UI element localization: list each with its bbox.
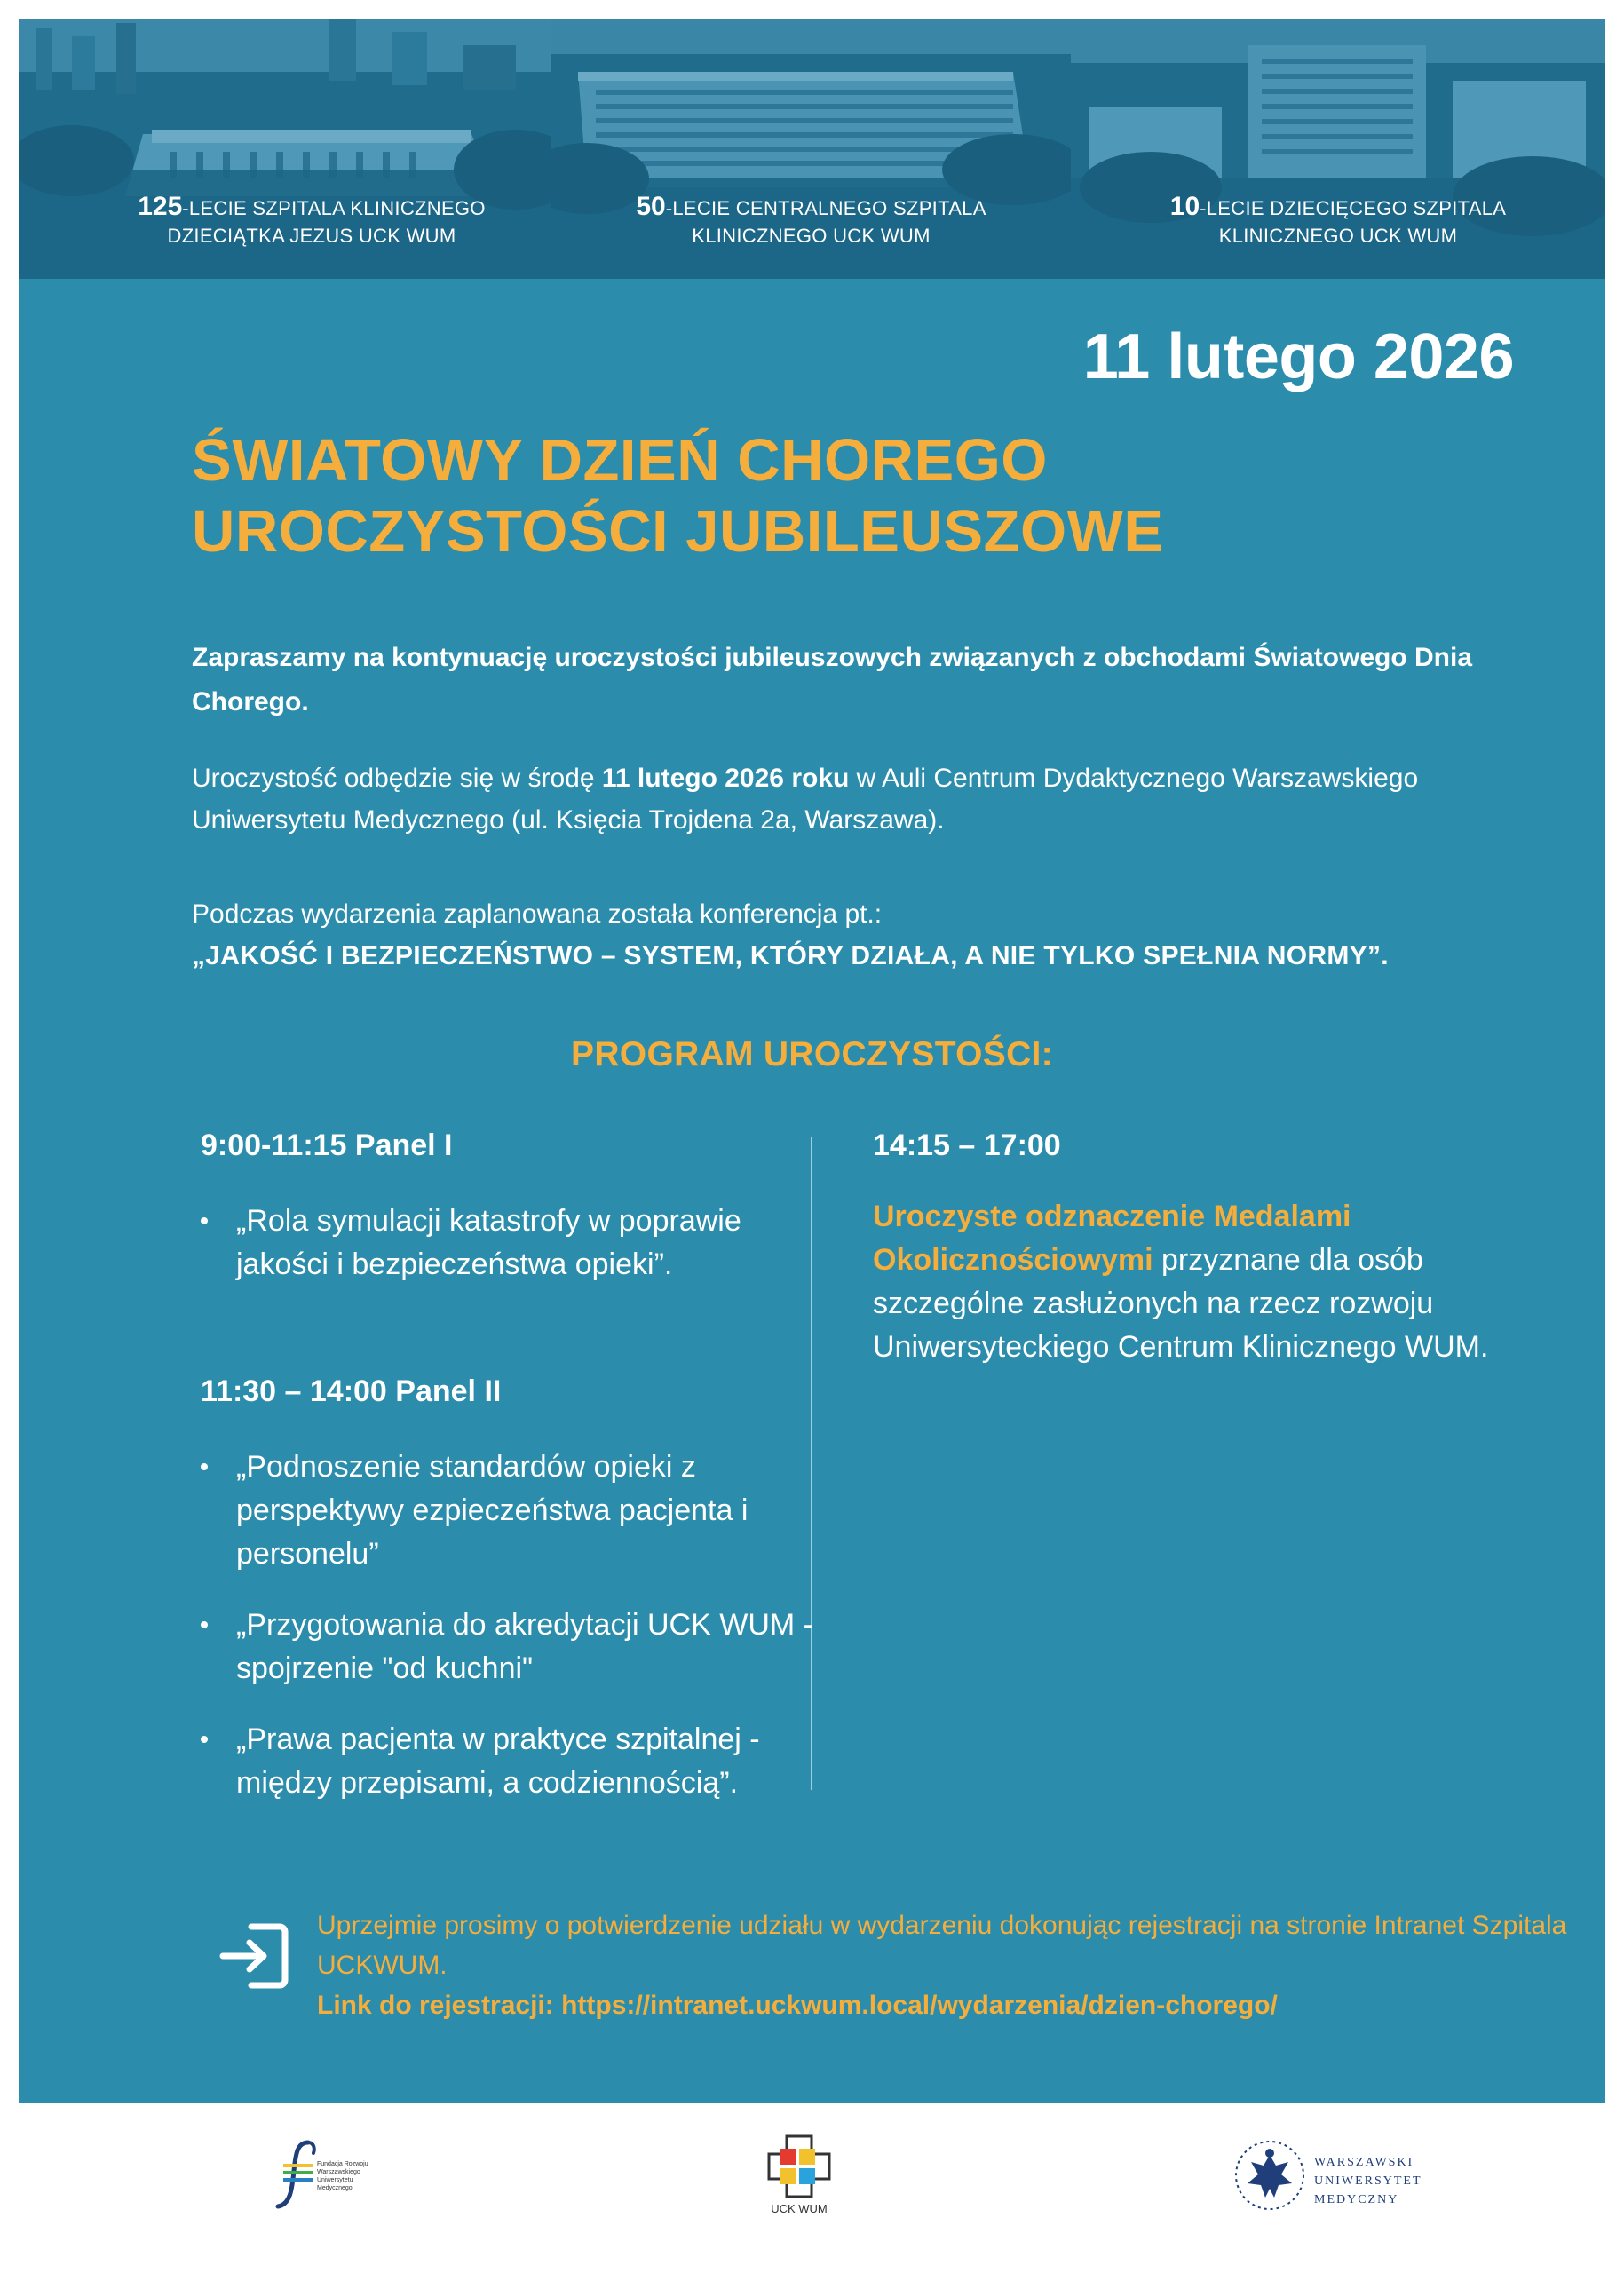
panel-1-list [201, 1200, 822, 1314]
header-photo-strip [19, 19, 1605, 279]
list-item [201, 1445, 822, 1576]
jubilee-line2: KLINICZNEGO UCK WUM [692, 225, 931, 247]
bullet-icon [201, 1736, 208, 1743]
list-item [201, 1718, 822, 1805]
ceremony-description [873, 1195, 1494, 1369]
jubilee-caption-1 [72, 193, 551, 249]
sign-in-icon [216, 1916, 296, 1996]
jubilee-line2: DZIECIĄTKA JEZUS UCK WUM [167, 225, 456, 247]
jubilee-number: 50 [636, 192, 666, 221]
details-before: Uroczystość odbędzie się w środę [192, 764, 602, 793]
list-item-text: „Przygotowania do akredytacji UCK WUM - spojrzenie "od kuchni" [236, 1608, 813, 1685]
bullet-icon [201, 1463, 208, 1470]
event-details [192, 757, 1577, 841]
ceremony-time: 14:15 – 17:00 [873, 1129, 1061, 1162]
page-title [192, 425, 1164, 567]
uck-wum-logo [764, 2133, 835, 2217]
list-item [201, 1604, 822, 1691]
title-line-2: UROCZYSTOŚCI JUBILEUSZOWE [192, 498, 1164, 565]
jubilee-caption-3 [1071, 193, 1605, 249]
bullet-icon [201, 1621, 208, 1628]
registration-info [317, 1905, 1578, 2025]
conference-intro: Podczas wydarzenia zaplanowana została konferencja pt.: [192, 899, 883, 929]
jubilee-line2: KLINICZNEGO UCK WUM [1218, 225, 1458, 247]
jubilee-number: 125 [138, 192, 183, 221]
program-heading: PROGRAM UROCZYSTOŚCI: [571, 1035, 1053, 1073]
details-after: w Auli Centrum Dydaktycznego Warszawskiego Uniwersytetu Medycznego (ul. Księcia Trojdena 2a, Warszawa). [192, 764, 1419, 835]
hospital-photo-2 [551, 19, 1071, 279]
wum-line-3: MEDYCZNY [1314, 2193, 1399, 2206]
jubilee-line1: -LECIE SZPITALA KLINICZNEGO [182, 197, 486, 219]
panel-2-time: 11:30 – 14:00 Panel II [201, 1374, 502, 1408]
intro-text: Zapraszamy na kontynuację uroczystości jubileuszowych związanych z obchodami Światowego Dnia Chorego. [192, 643, 1473, 717]
wum-name [1314, 2153, 1422, 2209]
list-item-text: „Podnoszenie standardów opieki z perspektywy ezpieczeństwa pacjenta i personelu” [236, 1450, 749, 1571]
event-date: 11 lutego 2026 [1082, 321, 1514, 392]
hospital-photo-3 [1071, 19, 1605, 279]
bullet-icon [201, 1217, 208, 1224]
ceremony-text: przyznane dla osób szczególne zasłużonych na rzecz rozwoju Uniwersyteckiego Centrum Klinicznego WUM. [873, 1243, 1489, 1364]
panel-2-list [201, 1445, 822, 1833]
title-line-1: ŚWIATOWY DZIEŃ CHOREGO [192, 427, 1048, 494]
uck-wum-label: UCK WUM [771, 2202, 828, 2215]
jubilee-line1: -LECIE CENTRALNEGO SZPITALA [665, 197, 986, 219]
wum-line-1: WARSZAWSKI [1314, 2156, 1414, 2169]
registration-link[interactable]: Link do rejestracji: https://intranet.uckwum.local/wydarzenia/dzien-chorego/ [317, 1991, 1278, 2020]
list-item-text: „Prawa pacjenta w praktyce szpitalnej - między przepisami, a codziennością”. [236, 1723, 760, 1800]
list-item [201, 1200, 822, 1287]
conference-title: „JAKOŚĆ I BEZPIECZEŃSTWO – SYSTEM, KTÓRY DZIAŁA, A NIE TYLKO SPEŁNIA NORMY”. [192, 941, 1389, 970]
hospital-photo-1 [19, 19, 551, 279]
jubilee-line1: -LECIE DZIECIĘCEGO SZPITALA [1200, 197, 1507, 219]
fundacja-logo [271, 2135, 377, 2215]
wum-line-2: UNIWERSYTET [1314, 2174, 1422, 2188]
details-date: 11 lutego 2026 roku [601, 764, 850, 793]
fundacja-text: Fundacja Rozwoju Warszawskiego Uniwersytetu Medycznego [317, 2161, 368, 2191]
poster [19, 19, 1605, 2103]
jubilee-caption-2 [551, 193, 1071, 249]
registration-text: Uprzejmie prosimy o potwierdzenie udziału w wydarzeniu dokonując rejestracji na stronie Intranet Szpitala UCKWUM. [317, 1911, 1567, 1980]
wum-logo [1230, 2135, 1443, 2215]
list-item-text: „Rola symulacji katastrofy w poprawie jakości i bezpieczeństwa opieki”. [236, 1204, 741, 1281]
jubilee-number: 10 [1169, 192, 1200, 221]
ceremony-highlight: Uroczyste odznaczenie Medalami Okolicznościowymi [873, 1200, 1351, 1277]
conference-info [192, 893, 1577, 977]
panel-1-time: 9:00-11:15 Panel I [201, 1129, 453, 1162]
